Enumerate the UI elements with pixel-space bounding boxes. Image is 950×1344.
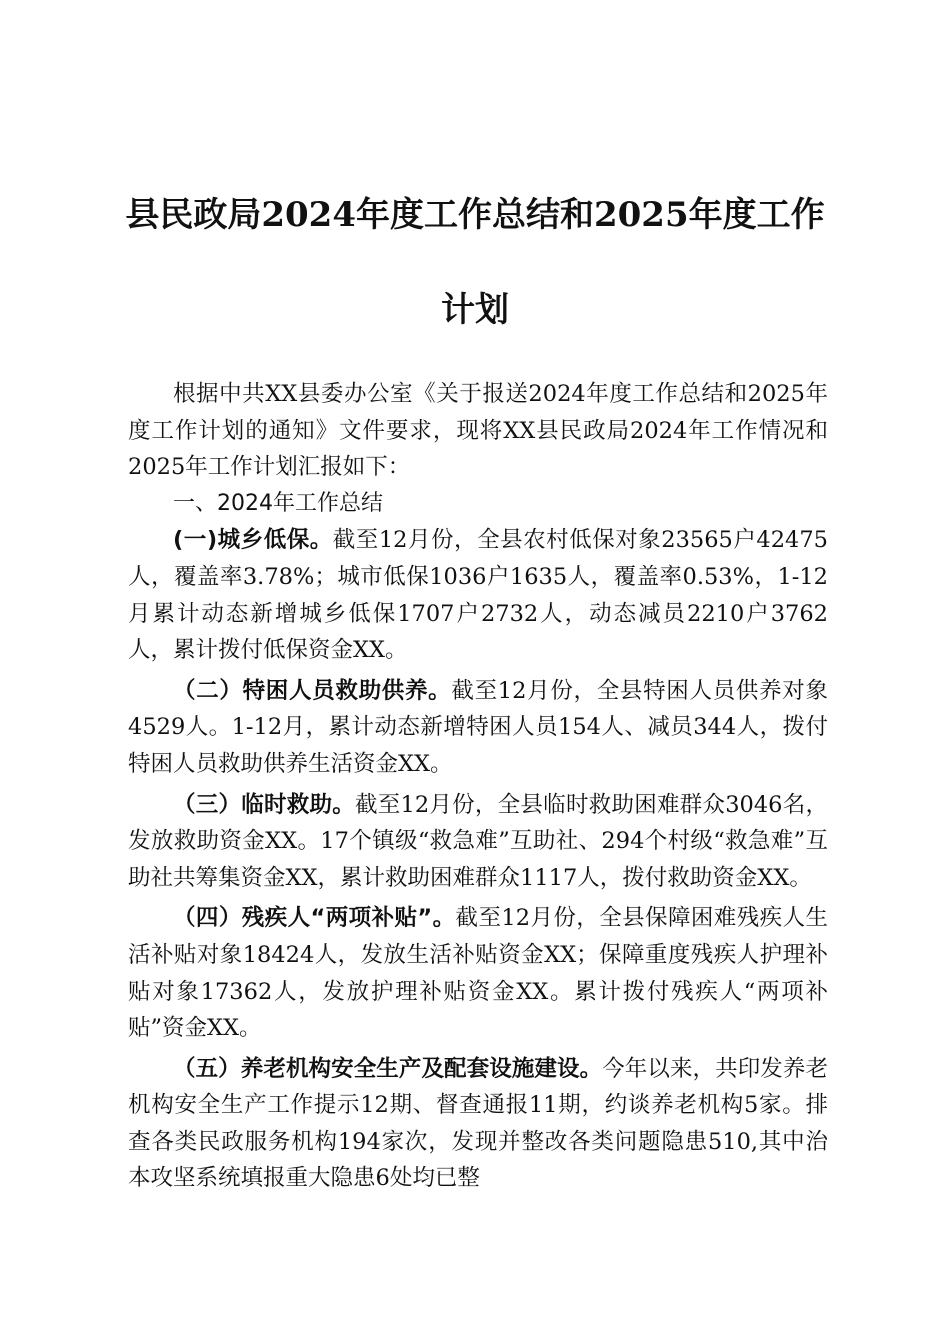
item-text-5: 今年以来，共印发养老机构安全生产工作提示12期、督查通报11期，约谈养老机构5家。排查各类民政服务机构194家次，发现并整改各类问题隐患510,其中治本攻坚系统填报重大隐患6处均已整 <box>128 1055 828 1192</box>
item-lead-2: （二）特困人员救助供养。 <box>173 677 452 704</box>
document-title-line-1: 县民政局2024年度工作总结和2025年度工作 <box>125 195 825 235</box>
item-paragraph-3 <box>128 787 828 897</box>
item-paragraph-4 <box>128 900 828 1046</box>
item-lead-5: （五）养老机构安全生产及配套设施建设。 <box>173 1055 603 1082</box>
item-text-2: 截至12月份，全县特困人员供养对象4529人。1-12月，累计动态新增特困人员154人、减员344人，拨付特困人员救助供养生活资金XX。 <box>128 677 828 777</box>
item-lead-1: (一)城乡低保。 <box>173 527 333 554</box>
item-paragraph-1 <box>128 522 828 668</box>
item-paragraph-2 <box>128 673 828 783</box>
intro-paragraph: 根据中共XX县委办公室《关于报送2024年度工作总结和2025年度工作计划的通知》文件要求，现将XX县民政局2024年工作情况和2025年工作计划汇报如下： <box>128 381 828 481</box>
document-title-line-2: 计划 <box>441 290 509 330</box>
item-paragraph-5 <box>128 1051 828 1197</box>
item-text-1: 截至12月份，全县农村低保对象23565户42475人，覆盖率3.78%；城市低保1036户1635人，覆盖率0.53%，1-12月累计动态新增城乡低保1707户2732人，动态减员2210户3762人，累计拨付低保资金XX。 <box>128 527 828 664</box>
section-heading: 一、2024年工作总结 <box>173 490 383 516</box>
item-lead-3: （三）临时救助。 <box>173 791 356 818</box>
item-text-3: 截至12月份，全县临时救助困难群众3046名，发放救助资金XX。17个镇级“救急难”互助社、294个村级“救急难”互助社共筹集资金XX，累计救助困难群众1117人，拨付救助资金XX。 <box>128 791 828 891</box>
document-body <box>128 376 828 1197</box>
item-lead-4: （四）残疾人“两项补贴”。 <box>173 905 456 932</box>
item-text-4: 截至12月份，全县保障困难残疾人生活补贴对象18424人，发放生活补贴资金XX；保障重度残疾人护理补贴对象17362人，发放护理补贴资金XX。累计拨付残疾人“两项补贴”资金XX。 <box>128 905 828 1042</box>
